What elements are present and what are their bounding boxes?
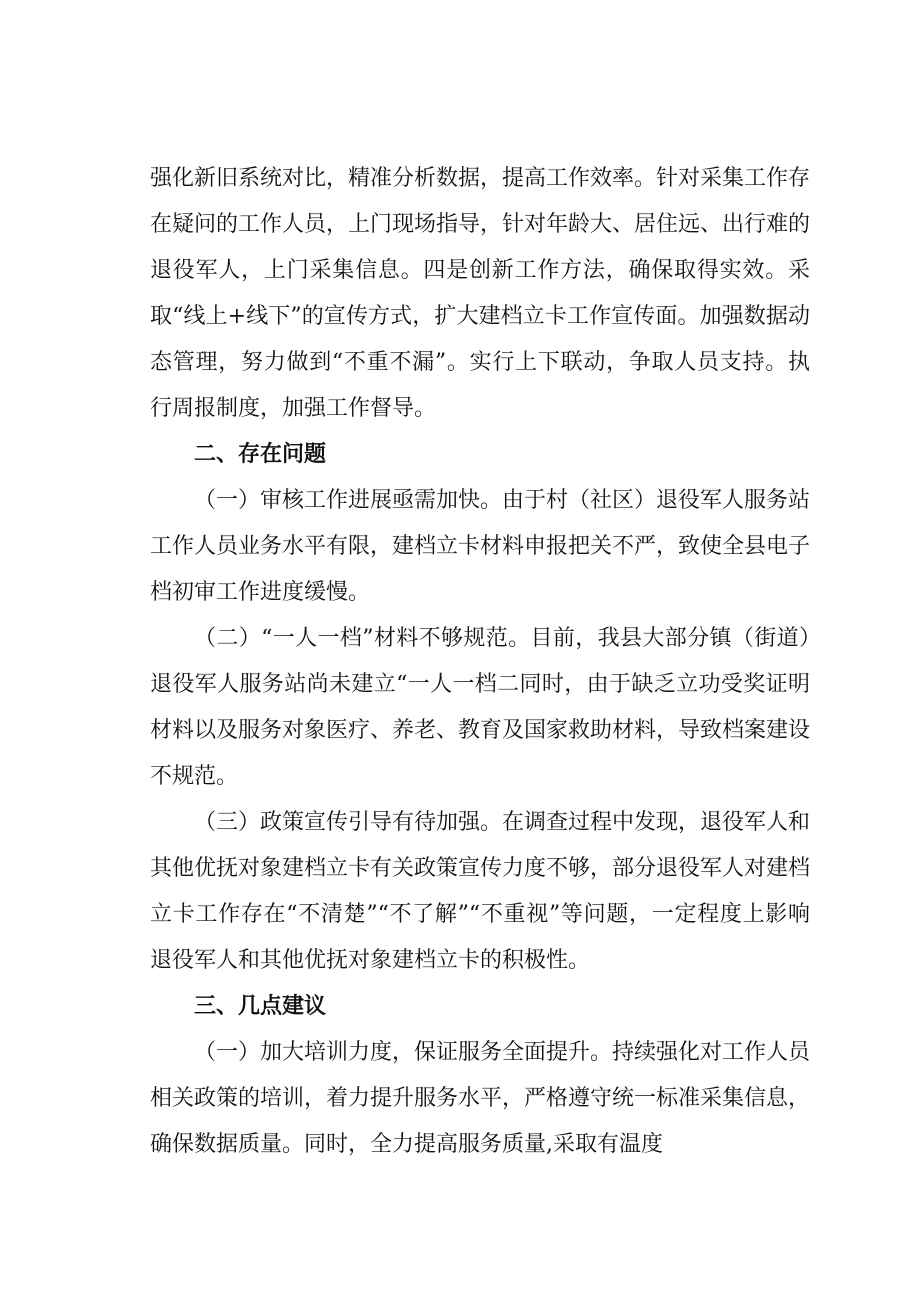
section-heading-suggestions: 三、几点建议 xyxy=(194,994,327,1019)
document-body xyxy=(150,156,810,1168)
paragraph-issue-1: （一）审核工作进展亟需加快。由于村（社区）退役军人服务站工作人员业务水平有限，建档立卡材料申报把关不严，致使全县电子档初审工作进度缓慢。 xyxy=(150,488,811,605)
paragraph-suggestion-1: （一）加大培训力度，保证服务全面提升。持续强化对工作人员相关政策的培训，着力提升服务水平，严格遵守统一标准采集信息，确保数据质量。同时，全力提高服务质量,采取有温度 xyxy=(150,1040,811,1157)
paragraph-issue-3: （三）政策宣传引导有待加强。在调查过程中发现，退役军人和其他优抚对象建档立卡有关政策宣传力度不够，部分退役军人对建档立卡工作存在“不清楚”“不了解”“不重视”等问题，一定程度上影响退役军人和其他优抚对象建档立卡的积极性。 xyxy=(150,810,811,973)
paragraph-continuation: 强化新旧系统对比，精准分析数据，提高工作效率。针对采集工作存在疑问的工作人员，上门现场指导，针对年龄大、居住远、出行难的退役军人，上门采集信息。四是创新工作方法，确保取得实效。采取“线上+线下”的宣传方式，扩大建档立卡工作宣传面。加强数据动态管理，努力做到“不重不漏”。实行上下联动，争取人员支持。执行周报制度，加强工作督导。 xyxy=(150,166,811,421)
paragraph-issue-2: （二）“一人一档”材料不够规范。目前，我县大部分镇（街道）退役军人服务站尚未建立“一人一档二同时，由于缺乏立功受奖证明材料以及服务对象医疗、养老、教育及国家救助材料，导致档案建设不规范。 xyxy=(150,626,811,789)
section-heading-issues: 二、存在问题 xyxy=(194,442,327,467)
